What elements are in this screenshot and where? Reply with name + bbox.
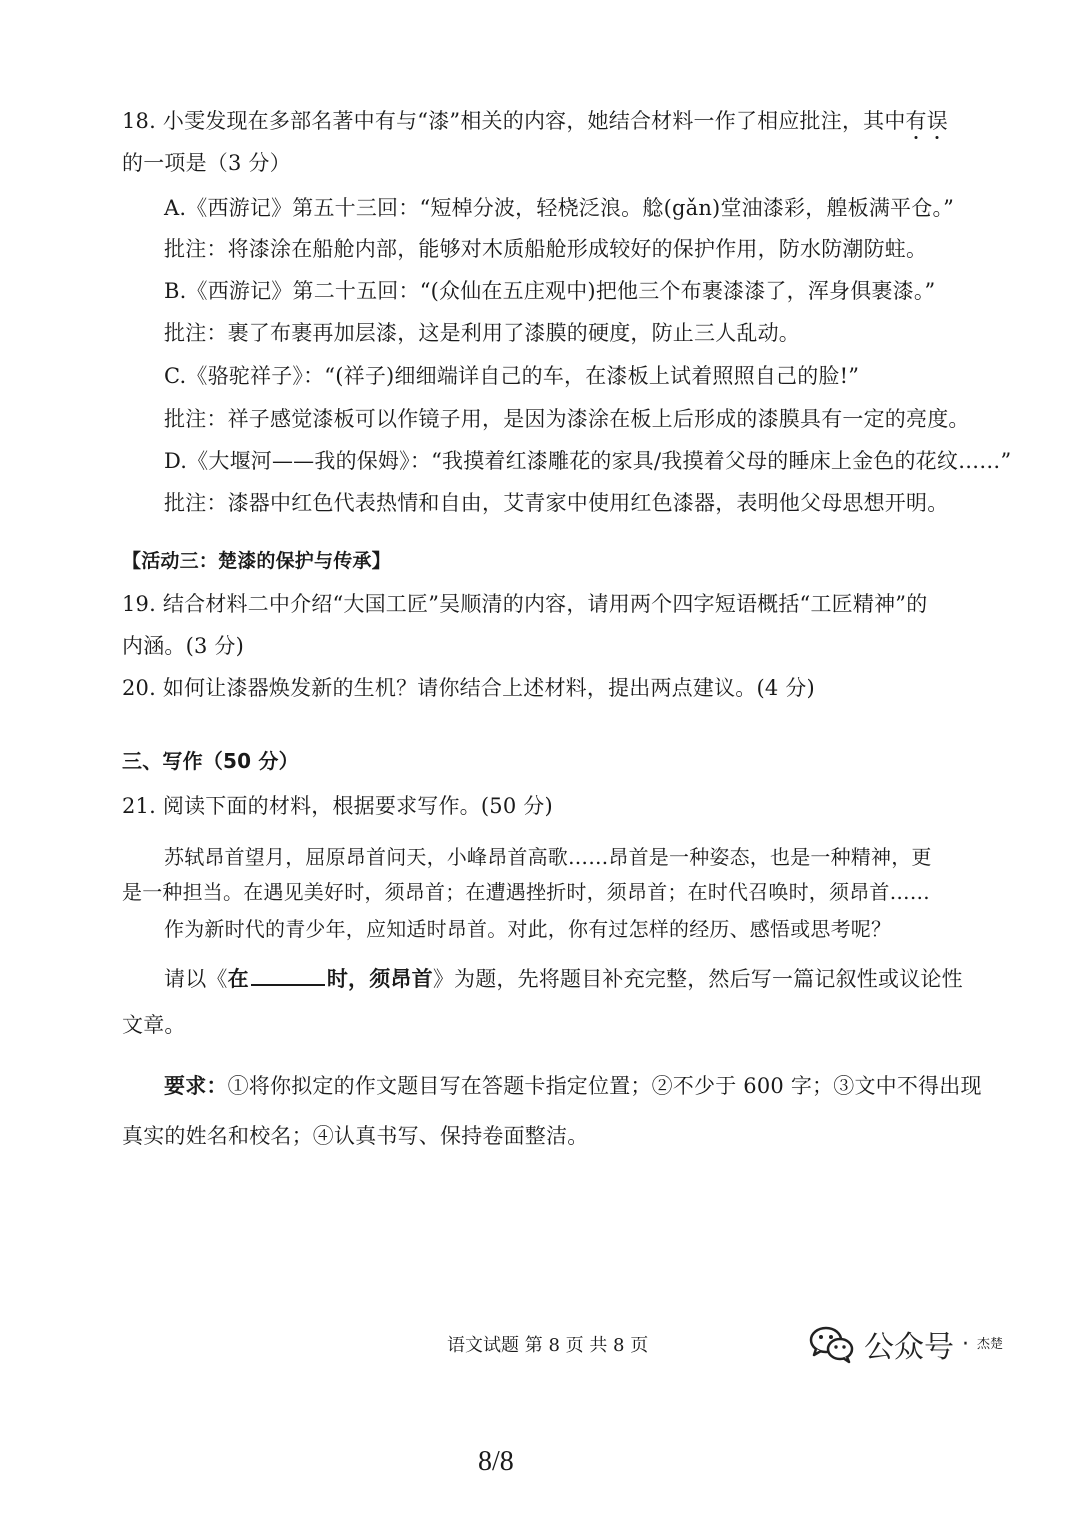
q19-line2: 内涵。(3 分) bbox=[122, 634, 245, 658]
watermark-name: 杰楚 bbox=[977, 1336, 1004, 1352]
q18-option-c: C.《骆驼祥子》：“(祥子)细细端详自己的车，在漆板上试着照照自己的脸!” bbox=[164, 364, 860, 388]
requirements-label: 要求： bbox=[164, 1073, 228, 1098]
q18-option-d-note: 批注：漆器中红色代表热情和自由，艾青家中使用红色漆器，表明他父母思想开明。 bbox=[164, 491, 949, 515]
q18-option-d: D.《大堰河——我的保姆》：“我摸着红漆雕花的家具/我摸着父母的睡床上金色的花纹……” bbox=[164, 449, 1012, 473]
wechat-icon bbox=[808, 1324, 856, 1364]
q18-option-b-note: 批注：裹了布裹再加层漆，这是利用了漆膜的硬度，防止三人乱动。 bbox=[164, 321, 800, 345]
section3-heading: 三、写作（50 分） bbox=[122, 749, 299, 773]
emphasis-dot bbox=[936, 136, 939, 139]
wechat-watermark bbox=[808, 1322, 1003, 1366]
watermark-separator: · bbox=[962, 1331, 969, 1357]
q18-emphasis: 有误 bbox=[906, 109, 948, 133]
q21-prompt-pre: 请以《 bbox=[164, 967, 228, 991]
page-number: 8/8 bbox=[478, 1446, 514, 1477]
watermark-label: 公众号 bbox=[864, 1330, 954, 1365]
q21-material-line2: 是一种担当。在遇见美好时，须昂首；在遭遇挫折时，须昂首；在时代召唤时，须昂首…… bbox=[122, 880, 930, 904]
q18-stem-line2: 的一项是（3 分） bbox=[122, 151, 291, 175]
essay-title-post: 时，须昂首 bbox=[326, 966, 433, 991]
q21-material-line1: 苏轼昂首望月，屈原昂首问天，小峰昂首高歌……昂首是一种姿态，也是一种精神，更 bbox=[164, 845, 932, 869]
q21-requirements-line1 bbox=[164, 1071, 982, 1101]
q18-option-a-note: 批注：将漆涂在船舱内部，能够对木质船舱形成较好的保护作用，防水防潮防蛀。 bbox=[164, 237, 928, 261]
essay-title-pre: 在 bbox=[227, 966, 249, 991]
activity3-heading: 【活动三：楚漆的保护与传承】 bbox=[122, 550, 391, 572]
requirements-text: ①将你拟定的作文题目写在答题卡指定位置；②不少于 600 字；③文中不得出现 bbox=[227, 1074, 982, 1098]
essay-title-blank bbox=[251, 962, 325, 986]
q18-option-a: A.《西游记》第五十三回：“短棹分波，轻桡泛浪。艌(gǎn)堂油漆彩，艎板满平仓。” bbox=[164, 196, 955, 220]
q21-prompt-line2: 文章。 bbox=[122, 1013, 186, 1037]
q20-line1: 20. 如何让漆器焕发新的生机？请你结合上述材料，提出两点建议。(4 分) bbox=[122, 676, 815, 700]
q21-material-line3: 作为新时代的青少年，应知适时昂首。对此，你有过怎样的经历、感悟或思考呢？ bbox=[164, 917, 892, 941]
q21-requirements-line2: 真实的姓名和校名；④认真书写、保持卷面整洁。 bbox=[122, 1124, 589, 1148]
q18-option-b: B.《西游记》第二十五回：“(众仙在五庄观中)把他三个布裹漆漆了，浑身俱裹漆。” bbox=[164, 279, 936, 303]
q21-line1: 21. 阅读下面的材料，根据要求写作。(50 分) bbox=[122, 794, 553, 818]
q19-line1: 19. 结合材料二中介绍“大国工匠”吴顺清的内容，请用两个四字短语概括“工匠精神”的 bbox=[122, 592, 928, 616]
page-footer: 语文试题 第 8 页 共 8 页 bbox=[447, 1335, 649, 1356]
q18-option-c-note: 批注：祥子感觉漆板可以作镜子用，是因为漆涂在板上后形成的漆膜具有一定的亮度。 bbox=[164, 407, 970, 431]
q21-prompt-line1 bbox=[164, 962, 963, 994]
q18-stem-text: 18. 小雯发现在多部名著中有与“漆”相关的内容，她结合材料一作了相应批注，其中 bbox=[122, 109, 906, 133]
q18-stem-line1 bbox=[122, 106, 948, 136]
q21-prompt-post: 》为题，先将题目补充完整，然后写一篇记叙性或议论性 bbox=[432, 967, 963, 991]
emphasis-dot bbox=[915, 136, 918, 139]
